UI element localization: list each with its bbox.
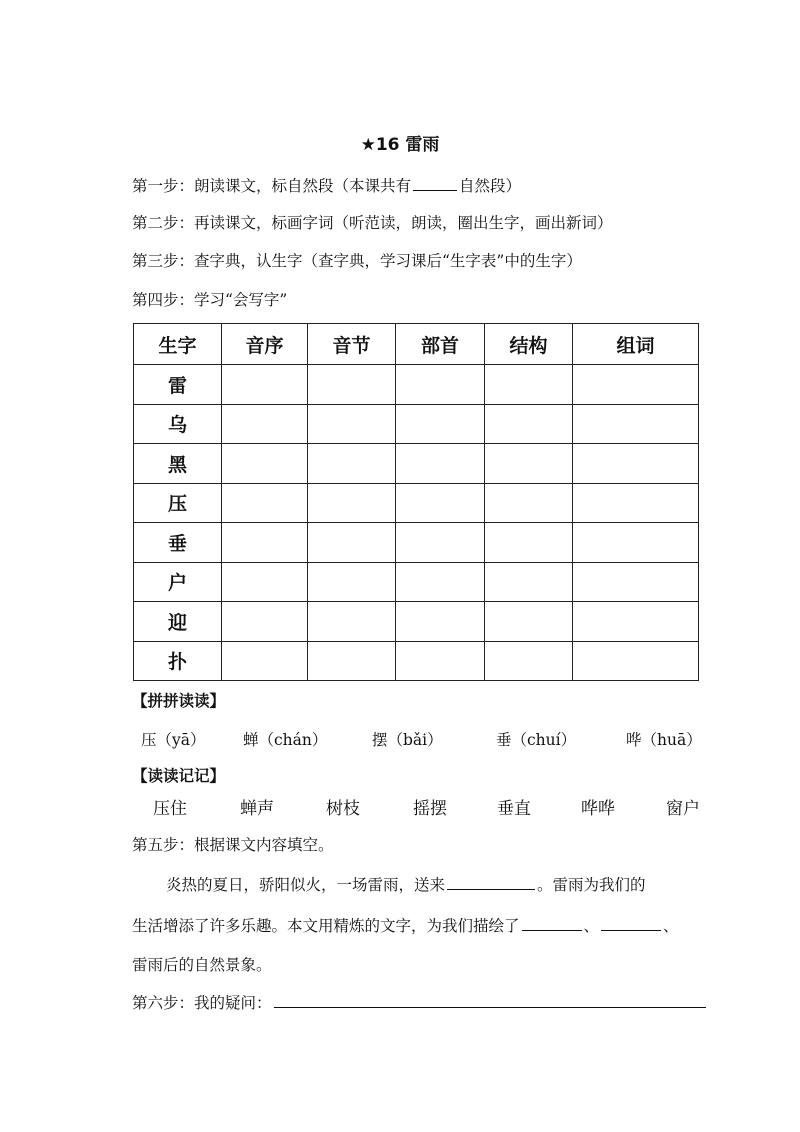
table-row	[134, 641, 699, 681]
answer-cell[interactable]	[222, 483, 308, 523]
answer-cell[interactable]	[308, 641, 396, 681]
pinyin-item: 摆（bǎi）	[372, 731, 443, 749]
char-cell: 迎	[134, 602, 222, 642]
table-row	[134, 602, 699, 642]
answer-cell[interactable]	[485, 365, 573, 405]
table-header-row	[134, 324, 699, 365]
vocab-word: 哗哗	[581, 799, 615, 819]
header-cell: 结构	[485, 324, 573, 365]
answer-cell[interactable]	[222, 641, 308, 681]
step-1-text-end: 自然段）	[459, 177, 522, 195]
answer-cell[interactable]	[222, 365, 308, 405]
char-cell: 黑	[134, 444, 222, 484]
fill-in-text: 生活增添了许多乐趣。本文用精炼的文字，为我们描绘了	[132, 917, 520, 935]
header-cell: 音节	[308, 324, 396, 365]
answer-cell[interactable]	[396, 483, 485, 523]
header-cell: 音序	[222, 324, 308, 365]
fill-in-text: 炎热的夏日，骄阳似火，一场雷雨，送来	[166, 876, 446, 894]
table-row	[134, 444, 699, 484]
answer-cell[interactable]	[573, 641, 699, 681]
step-5: 第五步：根据课文内容填空。	[132, 836, 334, 854]
fill-in-blank[interactable]	[522, 929, 582, 931]
char-cell: 压	[134, 483, 222, 523]
answer-cell[interactable]	[308, 562, 396, 602]
vocab-word: 窗户	[666, 799, 700, 819]
question-blank[interactable]	[274, 1006, 706, 1008]
words-section-heading: 【读读记记】	[132, 766, 226, 785]
step-1-text: 第一步：朗读课文，标自然段（本课共有	[132, 177, 412, 195]
pinyin-section-heading: 【拼拼读读】	[132, 691, 226, 710]
character-table	[133, 323, 699, 681]
step-3: 第三步：查字典，认生字（查字典，学习课后“生字表”中的生字）	[132, 252, 582, 270]
vocab-word: 树枝	[326, 799, 360, 819]
fill-in-blank[interactable]	[447, 888, 535, 890]
header-cell: 生字	[134, 324, 222, 365]
paragraph-count-blank[interactable]	[413, 189, 457, 191]
char-cell: 雷	[134, 365, 222, 405]
step-2: 第二步：再读课文，标画字词（听范读，朗读，圈出生字，画出新词）	[132, 214, 613, 232]
answer-cell[interactable]	[308, 404, 396, 444]
answer-cell[interactable]	[396, 562, 485, 602]
fill-in-text: 、	[663, 917, 679, 935]
fill-in-line-1	[166, 873, 646, 895]
answer-cell[interactable]	[222, 562, 308, 602]
vocab-word: 蝉声	[240, 799, 274, 819]
char-cell: 户	[134, 562, 222, 602]
answer-cell[interactable]	[573, 404, 699, 444]
header-cell: 部首	[396, 324, 485, 365]
fill-in-line-2	[132, 914, 679, 936]
table-row	[134, 562, 699, 602]
step-6-text: 第六步：我的疑问：	[132, 994, 272, 1012]
pinyin-item: 压（yā）	[141, 731, 206, 749]
answer-cell[interactable]	[485, 483, 573, 523]
step-6	[132, 991, 708, 1013]
answer-cell[interactable]	[308, 365, 396, 405]
answer-cell[interactable]	[573, 365, 699, 405]
step-4: 第四步：学习“会写字”	[132, 291, 288, 309]
fill-in-blank[interactable]	[601, 929, 661, 931]
answer-cell[interactable]	[396, 641, 485, 681]
answer-cell[interactable]	[308, 444, 396, 484]
char-cell: 乌	[134, 404, 222, 444]
answer-cell[interactable]	[485, 641, 573, 681]
answer-cell[interactable]	[573, 523, 699, 563]
fill-in-line-3: 雷雨后的自然景象。	[132, 956, 272, 974]
answer-cell[interactable]	[308, 602, 396, 642]
answer-cell[interactable]	[222, 602, 308, 642]
answer-cell[interactable]	[396, 523, 485, 563]
vocab-word: 垂直	[497, 799, 531, 819]
answer-cell[interactable]	[308, 523, 396, 563]
pinyin-item: 垂（chuí）	[496, 731, 577, 749]
vocab-word: 压住	[153, 799, 187, 819]
table-row	[134, 523, 699, 563]
answer-cell[interactable]	[485, 602, 573, 642]
answer-cell[interactable]	[396, 365, 485, 405]
header-cell: 组词	[573, 324, 699, 365]
answer-cell[interactable]	[222, 523, 308, 563]
answer-cell[interactable]	[485, 404, 573, 444]
table-row	[134, 404, 699, 444]
table-row	[134, 365, 699, 405]
fill-in-text: 、	[583, 917, 600, 935]
char-cell: 扑	[134, 641, 222, 681]
pinyin-item: 蝉（chán）	[243, 731, 328, 749]
page-title: ★16 雷雨	[360, 135, 440, 155]
vocab-word: 摇摆	[413, 799, 447, 819]
answer-cell[interactable]	[573, 444, 699, 484]
char-cell: 垂	[134, 523, 222, 563]
answer-cell[interactable]	[485, 562, 573, 602]
pinyin-item: 哗（huā）	[626, 731, 702, 749]
answer-cell[interactable]	[485, 444, 573, 484]
table-row	[134, 483, 699, 523]
answer-cell[interactable]	[573, 562, 699, 602]
answer-cell[interactable]	[396, 602, 485, 642]
answer-cell[interactable]	[222, 404, 308, 444]
answer-cell[interactable]	[222, 444, 308, 484]
fill-in-text: 。雷雨为我们的	[537, 876, 646, 894]
answer-cell[interactable]	[396, 404, 485, 444]
step-1	[132, 174, 521, 196]
answer-cell[interactable]	[308, 483, 396, 523]
answer-cell[interactable]	[573, 602, 699, 642]
answer-cell[interactable]	[573, 483, 699, 523]
answer-cell[interactable]	[396, 444, 485, 484]
answer-cell[interactable]	[485, 523, 573, 563]
